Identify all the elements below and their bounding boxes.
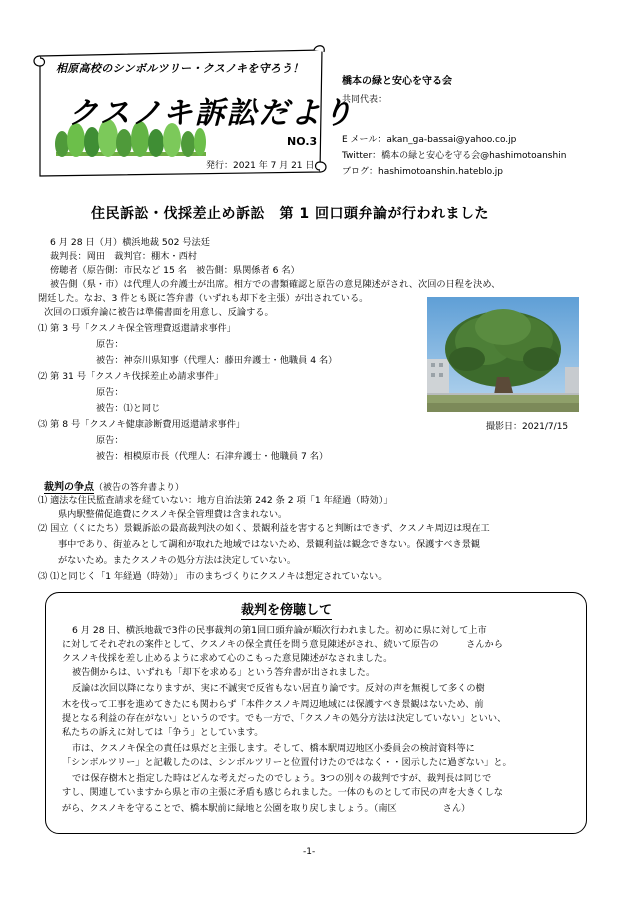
article-line: ⑴ 第 3 号「クスノキ保全管理費返還請求事件」 bbox=[38, 323, 236, 334]
dispute-line: ⑶ ⑴と同じく「1 年経過（時効）」 市のまちづくりにクスノキは想定されていない。 bbox=[38, 571, 388, 582]
box-line: 「シンボルツリー」と記載したのは、シンボルツリーと位置付けたのではなく・・図示したに過ぎない」と。 bbox=[62, 757, 512, 768]
camphor-tree-photo bbox=[427, 297, 579, 412]
article-line: 傍聴者（原告側：市民など 15 名 被告側：県関係者 6 名） bbox=[50, 265, 300, 276]
dispute-heading bbox=[44, 478, 184, 493]
box-line: すし、関連していますから県と市の主張に矛盾も感じられました。一体のものとして市民の声を大きくしな bbox=[62, 787, 503, 798]
article-line: ⑶ 第 8 号「クスノキ健康診断費用返還請求事件」 bbox=[38, 419, 246, 430]
box-line: クスノキ伐採を差し止めるように求めて心のこもった意見陳述がなされました。 bbox=[62, 653, 393, 664]
article-line: 被告：⑴と同じ bbox=[96, 403, 161, 414]
headline: 住民訴訟・伐採差止め訴訟 第 1 回口頭弁論が行われました bbox=[91, 206, 489, 222]
newsletter-title: クスノキ訴訟だより bbox=[68, 96, 355, 131]
article-line: 6 月 28 日（月）横浜地裁 502 号法廷 bbox=[50, 237, 210, 248]
box-line: 反論は次回以降になりますが、実に不誠実で反省もない居直り論です。反対の声を無視して多くの樹 bbox=[72, 683, 485, 694]
organization-name: 橋本の緑と安心を守る会 bbox=[342, 76, 452, 87]
publish-date: 発行：2021 年 7 月 21 日 bbox=[206, 161, 315, 171]
dispute-line: がないため。またクスノキの処分方法は決定していない。 bbox=[58, 555, 297, 566]
newsletter-subtitle: 相原高校のシンボルツリー・クスノキを守ろう！ bbox=[56, 62, 304, 75]
box-line: に対してそれぞれの案件として、クスノキの保全責任を問う意見陳述がされ、続いて原告の さんから bbox=[62, 639, 503, 650]
observation-box-title: 裁判を傍聴して bbox=[241, 599, 332, 620]
dispute-heading-text: 裁判の争点 bbox=[44, 482, 94, 493]
article-line: 原告： bbox=[96, 339, 124, 350]
article-line: 閉廷した。なお、3 件とも既に答弁書（いずれも却下を主張）が出されている。 bbox=[38, 293, 369, 304]
article-line: 被告：相模原市長（代理人：石津弁護士・他職員 7 名） bbox=[96, 451, 329, 462]
box-line: 市は、クスノキ保全の責任は県だと主張します。そして、橋本駅周辺地区小委員会の検討資料等に bbox=[72, 743, 475, 754]
article-line: 被告側（県・市）は代理人の弁護士が出席。相方での書類確認と原告の意見陳述がされ、次回の日程を決め、 bbox=[50, 279, 501, 290]
box-line: 提となる利益の存在がない」というのです。でも一方で、「クスノキの処分方法は決定していない」といい、 bbox=[62, 713, 507, 724]
article-line: 原告： bbox=[96, 435, 124, 446]
contact-blog: ブログ：hashimotoanshin.hateblo.jp bbox=[342, 167, 504, 177]
box-line: 私たちの訴えに対しては「争う」としています。 bbox=[62, 727, 264, 738]
article-line: ⑵ 第 31 号「クスノキ伐採差止め請求事件」 bbox=[38, 371, 224, 382]
article-line: 被告：神奈川県知事（代理人：藤田弁護士・他職員 4 名） bbox=[96, 355, 338, 366]
contact-twitter: Twitter：橋本の緑と安心を守る会@hashimotoanshin bbox=[342, 151, 567, 161]
issue-number: NO.3 bbox=[287, 135, 318, 148]
article-line: 原告： bbox=[96, 387, 124, 398]
page-number: -1- bbox=[303, 847, 316, 857]
box-line: 木を伐って工事を進めてきたにも関わらず「本件クスノキ周辺地域には保護すべき景観はないため、前 bbox=[62, 699, 484, 710]
dispute-line: ⑵ 国立（くにたち）景観訴訟の最高裁判決の如く、景観利益を害すると判断はできず、クスノキ周辺は現在工 bbox=[38, 523, 490, 534]
box-line: では保存樹木と指定した時はどんな考えだったのでしょう。3つの別々の裁判ですが、裁判長は同じで bbox=[72, 773, 492, 784]
representative: 共同代表： bbox=[342, 95, 388, 105]
dispute-line: 県内駅整備促進費にクスノキ保全管理費は含まれない。 bbox=[58, 509, 288, 520]
box-line: がら、クスノキを守ることで、橋本駅前に緑地と公園を取り戻しましょう。（南区 さん） bbox=[62, 803, 471, 814]
dispute-heading-sub: （被告の答弁書より） bbox=[94, 483, 185, 493]
photo-caption: 撮影日：2021/7/15 bbox=[486, 422, 569, 432]
dispute-line: ⑴ 適法な住民監査請求を経ていない：地方自治法第 242 条 2 項「1 年経過（時効）」 bbox=[38, 495, 393, 506]
article-line: 裁判長：岡田 裁判官：棚木・西村 bbox=[50, 251, 197, 262]
contact-email: E メール：akan_ga-bassai@yahoo.co.jp bbox=[342, 135, 517, 145]
box-line: 6 月 28 日、横浜地裁で3件の民事裁判の第1回口頭弁論が順次行われました。初めに県に対して上市 bbox=[72, 625, 487, 636]
box-line: 被告側からは、いずれも「却下を求める」という答弁書が出されました。 bbox=[72, 667, 376, 678]
dispute-line: 事中であり、街並みとして調和が取れた地域ではないため、景観利益は観念できない。保護すべき景観 bbox=[58, 539, 481, 550]
article-line: 次回の口頭弁論に被告は準備書面を用意し、反論する。 bbox=[44, 307, 274, 318]
